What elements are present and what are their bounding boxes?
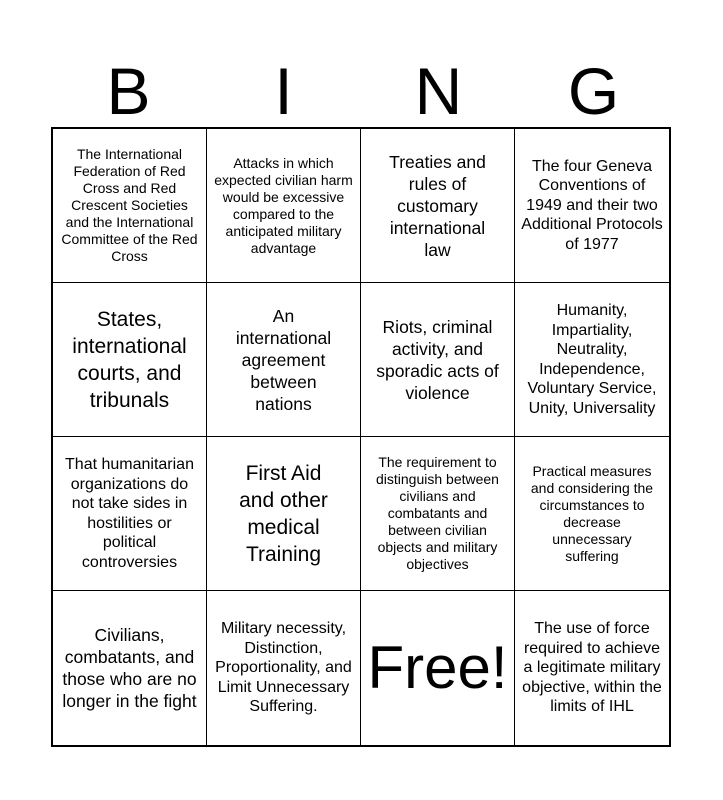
bingo-cell[interactable] [207, 437, 361, 591]
bingo-cell[interactable] [361, 283, 515, 437]
cell-text: Riots, criminal activity, and sporadic acts of violence [376, 316, 499, 403]
header-letter-n: N [414, 54, 463, 128]
header-letter-b: B [106, 54, 151, 128]
cell-text: Military necessity, Distinction, Proportionality, and Limit Unnecessary Suffering. [215, 620, 352, 716]
cell-text: Treaties and rules of customary international law [389, 151, 486, 260]
bingo-cell[interactable] [361, 129, 515, 283]
cell-text: First Aid and other medical Training [239, 461, 328, 566]
bingo-grid [51, 127, 671, 747]
bingo-cell[interactable] [53, 283, 207, 437]
cell-text: Practical measures and considering the circumstances to decrease unnecessary suffering [530, 462, 654, 564]
bingo-cell[interactable] [515, 437, 669, 591]
cell-text: States, international courts, and tribunals [72, 307, 187, 412]
bingo-cell[interactable] [515, 591, 669, 745]
bingo-cell[interactable] [207, 283, 361, 437]
bingo-cell[interactable] [207, 591, 361, 745]
bingo-cell[interactable] [361, 437, 515, 591]
bingo-cell[interactable] [53, 437, 207, 591]
free-space-label: Free! [367, 634, 508, 701]
bingo-cell[interactable] [207, 129, 361, 283]
bingo-cell[interactable] [53, 129, 207, 283]
cell-text: Humanity, Impartiality, Neutrality, Independence, Voluntary Service, Unity, Universality [527, 302, 657, 417]
free-space[interactable] [361, 591, 515, 745]
cell-text: The four Geneva Conventions of 1949 and their two Additional Protocols of 1977 [521, 157, 663, 253]
bingo-cell[interactable] [515, 129, 669, 283]
header-letter-i: I [274, 54, 293, 128]
bingo-cell[interactable] [53, 591, 207, 745]
cell-text: An international agreement between nations [235, 305, 332, 414]
cell-text: The requirement to distinguish between civilians and combatants and between civilian objects and military objectives [376, 454, 499, 572]
cell-text: That humanitarian organizations do not take sides in hostilities or political controversies [65, 456, 194, 571]
cell-text: Attacks in which expected civilian harm would be excessive compared to the anticipated military advantage [214, 154, 353, 256]
cell-text: The International Federation of Red Cross and Red Crescent Societies and the International Committee of the Red Cross [61, 146, 198, 264]
bingo-cell[interactable] [515, 283, 669, 437]
cell-text: The use of force required to achieve a legitimate military objective, within the limits of IHL [522, 620, 662, 716]
cell-text: Civilians, combatants, and those who are no longer in the fight [62, 625, 197, 711]
header-letter-g: G [567, 54, 620, 128]
